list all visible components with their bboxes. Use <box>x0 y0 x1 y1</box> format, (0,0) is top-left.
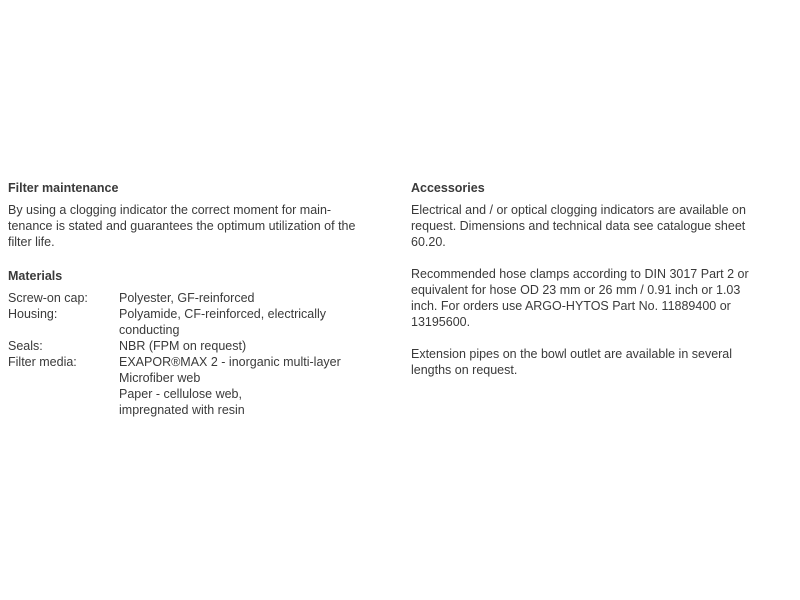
filter-maintenance-text <box>8 202 393 250</box>
accessories-section <box>411 180 791 378</box>
text-line: filter life. <box>8 235 55 249</box>
materials-value <box>119 290 393 306</box>
text-line: request. Dimensions and technical data see catalogue sheet <box>411 219 746 233</box>
materials-label: Filter media: <box>8 355 77 369</box>
text-line: 60.20. <box>411 235 446 249</box>
filter-maintenance-section <box>8 180 393 250</box>
value-line: Polyamide, CF-reinforced, electrically <box>119 307 327 321</box>
accessories-heading: Accessories <box>411 181 485 195</box>
materials-heading: Materials <box>8 269 63 283</box>
accessories-paragraph <box>411 346 791 378</box>
value-line: Paper - cellulose web, <box>119 387 242 401</box>
value-line: NBR (FPM on request) <box>119 339 247 353</box>
materials-row <box>8 338 393 354</box>
accessories-paragraph <box>411 202 791 250</box>
left-column <box>8 180 393 436</box>
materials-label: Screw-on cap: <box>8 291 88 305</box>
materials-section <box>8 268 393 418</box>
filter-maintenance-heading: Filter maintenance <box>8 181 119 195</box>
text-line: Electrical and / or optical clogging indicators are available on <box>411 203 746 217</box>
materials-row <box>8 354 393 418</box>
value-line: EXAPOR®MAX 2 - inorganic multi-layer <box>119 355 341 369</box>
materials-table <box>8 290 393 418</box>
text-line: Extension pipes on the bowl outlet are available in several <box>411 347 733 361</box>
materials-value <box>119 338 393 354</box>
text-line: Recommended hose clamps according to DIN 3017 Part 2 or <box>411 267 749 281</box>
value-line: Polyester, GF-reinforced <box>119 291 255 305</box>
value-line: conducting <box>119 323 180 337</box>
materials-label: Housing: <box>8 307 58 321</box>
materials-label: Seals: <box>8 339 43 353</box>
text-line: 13195600. <box>411 315 471 329</box>
materials-value <box>119 306 393 338</box>
accessories-paragraph <box>411 266 791 330</box>
materials-row <box>8 306 393 338</box>
text-line: inch. For orders use ARGO-HYTOS Part No. 11889400 or <box>411 299 731 313</box>
text-line: By using a clogging indicator the correct moment for main- <box>8 203 332 217</box>
text-line: equivalent for hose OD 23 mm or 26 mm / 0.91 inch or 1.03 <box>411 283 741 297</box>
materials-value <box>119 354 393 418</box>
text-line: lengths on request. <box>411 363 518 377</box>
value-line: Microfiber web <box>119 371 201 385</box>
right-column <box>411 180 791 396</box>
text-line: tenance is stated and guarantees the optimum utilization of the <box>8 219 356 233</box>
value-line: impregnated with resin <box>119 403 245 417</box>
materials-row <box>8 290 393 306</box>
